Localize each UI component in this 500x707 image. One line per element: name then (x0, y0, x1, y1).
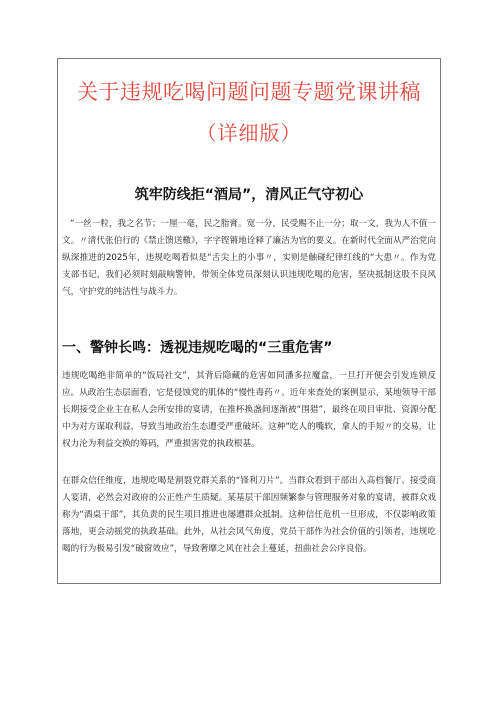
document-title: 关于违规吃喝问题问题专题党课讲稿 (77, 80, 421, 104)
section-theme-heading: 筑牢防线拒“酒局”，清风正气守初心 (134, 187, 364, 203)
section-1-paragraph-2: 在群众信任维度，违规吃喝是割裂党群关系的“锋利刀片”。当群众看到干部出入高档餐厅、接受商人宴请，必然会对政府的公正性产生质疑。某基层干部因频繁参与管理服务对象的宴请，被群众戏称为“酒桌干部”，其负责的民生项目推进也屡遭群众抵制。这种信任危机一旦形成，不仅影响政策落地，更会动摇党的执政基础。此外，从社会风气角度，党员干部作为社会价值的引领者，违规吃喝的行为极易引发“破窗效应”，导致奢靡之风在社会上蔓延，扭曲社会公序良俗。 (62, 476, 436, 554)
section-1-paragraph-1: 违规吃喝绝非简单的“饭局社交”，其背后隐藏的危害如同潘多拉魔盒，一旦打开便会引发连锁反应。从政治生态层面看，它是侵蚀党的肌体的“慢性毒药〃。近年来查处的案例显示，某地领导干部长期接受企业主在私人会所安排的宴请，在推杯换盏间逐渐被“围猎”，最终在项目审批、资源分配中为对方谋取利益，导致当地政治生态遭受严重破坏。这种“吃人的嘴软，拿人的手短〃的交易，让权力沦为利益交换的筹码，严重损害党的执政根基。 (62, 371, 436, 449)
section-1-heading: 一、警钟长鸣：透视违规吃喝的“三重危害” (62, 340, 333, 356)
intro-paragraph: “一丝一粒，我之名节；一厘一毫，民之脂膏。宽一分，民受赐不止一分；取一文，我为人不值一文。〃清代张伯行的《禁止馈送檄》，字字铿锵地诠释了廉洁为官的要义。在新时代全面从严治党向纵深推进的2025年，违规吃喝看似是“舌尖上的小事〃，实则是触碰纪律红线的“大患〃。作为党支部书记，我们必须时刻敲响警钟，带领全体党员深刻认识违规吃喝的危害，坚决抵制这股不良风气，守护党的纯洁性与战斗力。 (62, 219, 436, 297)
document-subtitle: （详细版） (196, 121, 302, 145)
